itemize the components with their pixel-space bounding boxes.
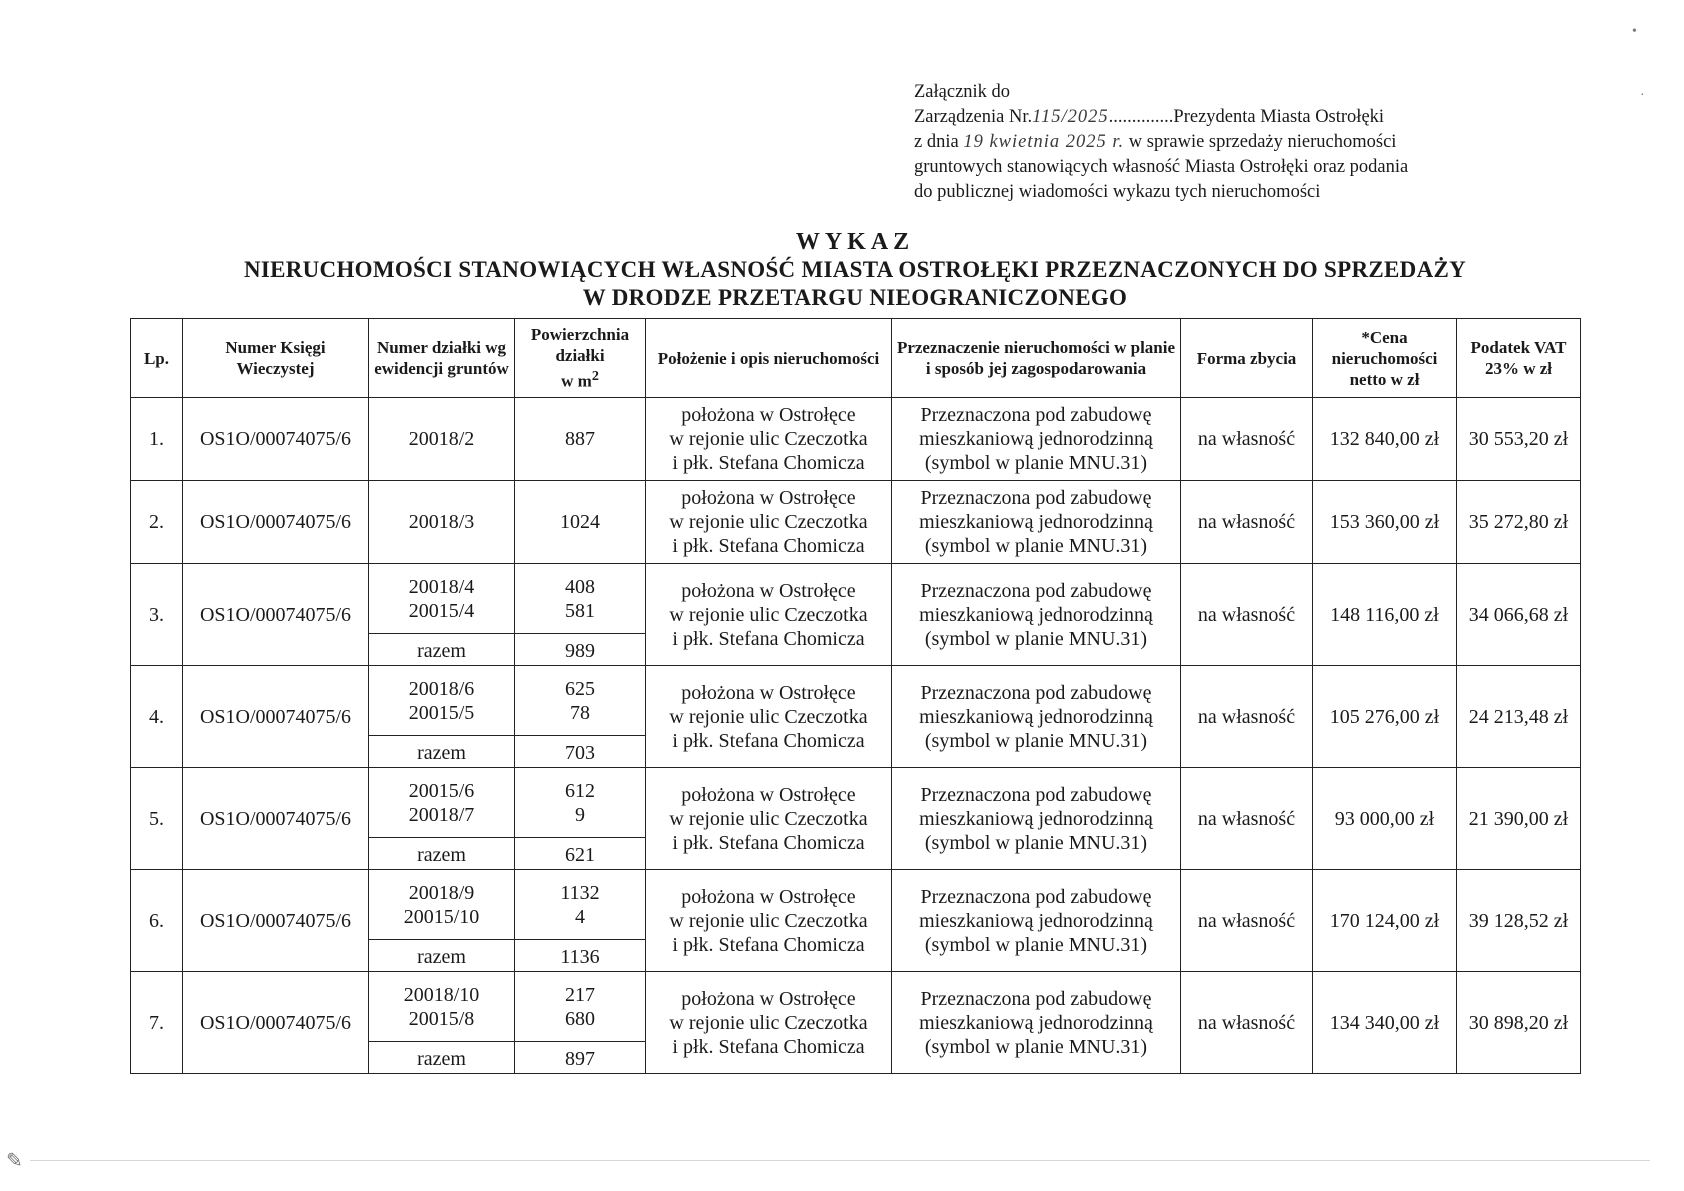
bottom-edge [30, 1160, 1650, 1161]
cell-cena: 105 276,00 zł [1313, 666, 1457, 768]
handwritten-date: 19 kwietnia 2025 r. [963, 132, 1125, 152]
header-cena: *Cena nieruchomości netto w zł [1313, 319, 1457, 398]
cell-forma: na własność [1181, 666, 1313, 768]
cell-dzialka: 20018/2 [369, 398, 515, 481]
header-powierzchnia: Powierzchnia działki w $m^2$ [515, 319, 646, 398]
cell-razem-label: razem [369, 736, 515, 768]
cell-kw: OS1O/00074075/6 [183, 972, 369, 1074]
cell-forma: na własność [1181, 481, 1313, 564]
cell-opis: położona w Ostrołęce w rejonie ulic Czeczotka i płk. Stefana Chomicza [646, 481, 892, 564]
header-kw: Numer Księgi Wieczystej [183, 319, 369, 398]
cell-vat: 21 390,00 zł [1457, 768, 1581, 870]
cell-vat: 35 272,80 zł [1457, 481, 1581, 564]
cell-forma: na własność [1181, 398, 1313, 481]
scan-mark: • [1632, 24, 1637, 39]
header-dzialka: Numer działki wg ewidencji gruntów [369, 319, 515, 398]
cell-powierzchnia: 625 78 [515, 666, 646, 736]
cell-kw: OS1O/00074075/6 [183, 564, 369, 666]
cell-lp: 2. [131, 481, 183, 564]
cell-cena: 153 360,00 zł [1313, 481, 1457, 564]
cell-vat: 34 066,68 zł [1457, 564, 1581, 666]
cell-opis: położona w Ostrołęce w rejonie ulic Czeczotka i płk. Stefana Chomicza [646, 870, 892, 972]
annex-line-2: Zarządzenia Nr.115/2025..............Prezydenta Miasta Ostrołęki [914, 107, 1385, 127]
cell-dzialka: 20018/4 20015/4 [369, 564, 515, 634]
cell-dzialka: 20018/6 20015/5 [369, 666, 515, 736]
scan-corner-mark: ✎ [6, 1150, 23, 1172]
cell-opis: położona w Ostrołęce w rejonie ulic Czeczotka i płk. Stefana Chomicza [646, 398, 892, 481]
cell-przeznaczenie: Przeznaczona pod zabudowę mieszkaniową jednorodzinną (symbol w planie MNU.31) [892, 564, 1181, 666]
cell-razem-value: 621 [515, 838, 646, 870]
header-przeznaczenie: Przeznaczenie nieruchomości w planie i sposób jej zagospodarowania [892, 319, 1181, 398]
cell-razem-value: 989 [515, 634, 646, 666]
cell-kw: OS1O/00074075/6 [183, 666, 369, 768]
cell-dzialka: 20015/6 20018/7 [369, 768, 515, 838]
table-row [131, 768, 1581, 838]
cell-opis: położona w Ostrołęce w rejonie ulic Czeczotka i płk. Stefana Chomicza [646, 564, 892, 666]
cell-razem-label: razem [369, 838, 515, 870]
cell-cena: 132 840,00 zł [1313, 398, 1457, 481]
table-row [131, 972, 1581, 1042]
cell-vat: 24 213,48 zł [1457, 666, 1581, 768]
cell-kw: OS1O/00074075/6 [183, 870, 369, 972]
header-opis: Położenie i opis nieruchomości [646, 319, 892, 398]
table-row [131, 398, 1581, 481]
cell-przeznaczenie: Przeznaczona pod zabudowę mieszkaniową jednorodzinną (symbol w planie MNU.31) [892, 398, 1181, 481]
cell-lp: 4. [131, 666, 183, 768]
table-header-row [131, 319, 1581, 398]
annex-line-3: z dnia 19 kwietnia 2025 r. w sprawie sprzedaży nieruchomości [914, 132, 1397, 152]
cell-dzialka: 20018/10 20015/8 [369, 972, 515, 1042]
title-line-2: NIERUCHOMOŚCI STANOWIĄCYCH WŁASNOŚĆ MIASTA OSTROŁĘKI PRZEZNACZONYCH DO SPRZEDAŻY [243, 257, 1467, 282]
cell-opis: położona w Ostrołęce w rejonie ulic Czeczotka i płk. Stefana Chomicza [646, 666, 892, 768]
table-row [131, 870, 1581, 940]
cell-forma: na własność [1181, 972, 1313, 1074]
table-row [131, 666, 1581, 736]
cell-kw: OS1O/00074075/6 [183, 768, 369, 870]
cell-opis: położona w Ostrołęce w rejonie ulic Czeczotka i płk. Stefana Chomicza [646, 768, 892, 870]
cell-powierzchnia: 887 [515, 398, 646, 481]
cell-vat: 30 898,20 zł [1457, 972, 1581, 1074]
cell-powierzchnia: 1132 4 [515, 870, 646, 940]
cell-przeznaczenie: Przeznaczona pod zabudowę mieszkaniową jednorodzinną (symbol w planie MNU.31) [892, 481, 1181, 564]
annex-line-4: gruntowych stanowiących własność Miasta Ostrołęki oraz podania [914, 157, 1409, 177]
cell-forma: na własność [1181, 870, 1313, 972]
cell-powierzchnia: 408 581 [515, 564, 646, 634]
header-forma: Forma zbycia [1181, 319, 1313, 398]
cell-cena: 148 116,00 zł [1313, 564, 1457, 666]
cell-cena: 170 124,00 zł [1313, 870, 1457, 972]
cell-cena: 93 000,00 zł [1313, 768, 1457, 870]
cell-lp: 6. [131, 870, 183, 972]
cell-dzialka: 20018/9 20015/10 [369, 870, 515, 940]
cell-razem-label: razem [369, 634, 515, 666]
annex-line-1: Załącznik do [914, 82, 1011, 102]
cell-powierzchnia: 612 9 [515, 768, 646, 838]
cell-przeznaczenie: Przeznaczona pod zabudowę mieszkaniową jednorodzinną (symbol w planie MNU.31) [892, 666, 1181, 768]
cell-razem-value: 1136 [515, 940, 646, 972]
title-line-3: W DRODZE PRZETARGU NIEOGRANICZONEGO [582, 285, 1128, 310]
cell-powierzchnia: 1024 [515, 481, 646, 564]
cell-lp: 3. [131, 564, 183, 666]
cell-przeznaczenie: Przeznaczona pod zabudowę mieszkaniową jednorodzinną (symbol w planie MNU.31) [892, 972, 1181, 1074]
cell-dzialka: 20018/3 [369, 481, 515, 564]
cell-vat: 39 128,52 zł [1457, 870, 1581, 972]
header-vat: Podatek VAT 23% w zł [1457, 319, 1581, 398]
cell-forma: na własność [1181, 564, 1313, 666]
cell-razem-label: razem [369, 940, 515, 972]
annex-header [914, 80, 1574, 205]
cell-lp: 1. [131, 398, 183, 481]
table-row [131, 564, 1581, 634]
cell-razem-value: 703 [515, 736, 646, 768]
document-title [120, 228, 1590, 312]
cell-lp: 5. [131, 768, 183, 870]
annex-line-5: do publicznej wiadomości wykazu tych nieruchomości [914, 182, 1321, 202]
title-wykaz: WYKAZ [795, 229, 915, 255]
cell-lp: 7. [131, 972, 183, 1074]
cell-forma: na własność [1181, 768, 1313, 870]
cell-razem-label: razem [369, 1042, 515, 1074]
cell-opis: położona w Ostrołęce w rejonie ulic Czeczotka i płk. Stefana Chomicza [646, 972, 892, 1074]
cell-kw: OS1O/00074075/6 [183, 481, 369, 564]
cell-przeznaczenie: Przeznaczona pod zabudowę mieszkaniową jednorodzinną (symbol w planie MNU.31) [892, 870, 1181, 972]
cell-vat: 30 553,20 zł [1457, 398, 1581, 481]
cell-razem-value: 897 [515, 1042, 646, 1074]
cell-powierzchnia: 217 680 [515, 972, 646, 1042]
handwritten-number: 115/2025 [1032, 107, 1109, 127]
cell-kw: OS1O/00074075/6 [183, 398, 369, 481]
property-table [130, 318, 1581, 1074]
header-lp: Lp. [131, 319, 183, 398]
scan-mark: · [1640, 88, 1645, 103]
cell-cena: 134 340,00 zł [1313, 972, 1457, 1074]
table-row [131, 481, 1581, 564]
cell-przeznaczenie: Przeznaczona pod zabudowę mieszkaniową jednorodzinną (symbol w planie MNU.31) [892, 768, 1181, 870]
